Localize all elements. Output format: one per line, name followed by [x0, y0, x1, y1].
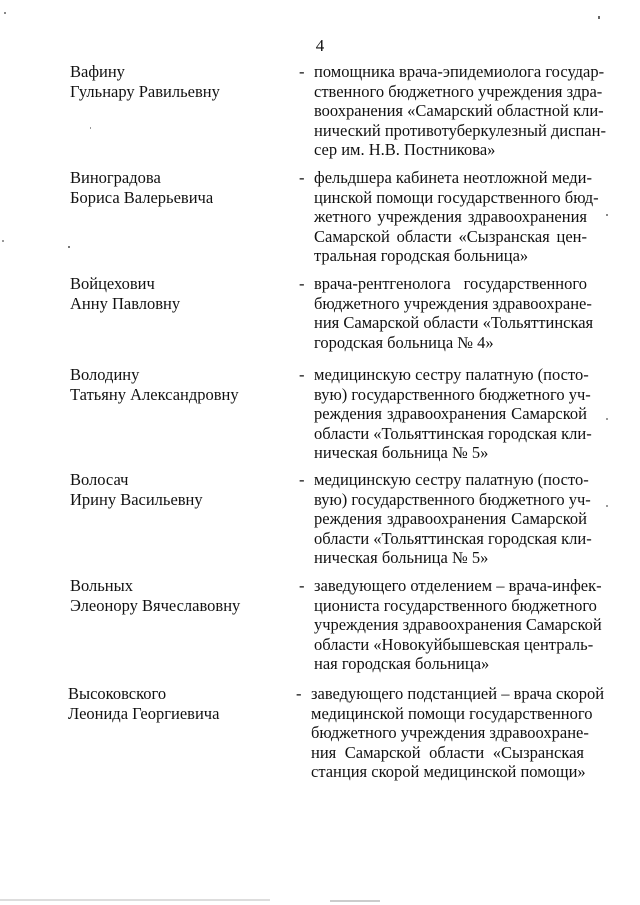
speck	[606, 505, 608, 507]
desc-line: ная городская больница»	[314, 654, 490, 674]
given-names: Татьяну Александровну	[70, 385, 239, 404]
desc-line: медицинскую сестру палатную (посто-	[314, 365, 589, 384]
position-description	[314, 62, 606, 160]
surname: Вольных	[70, 576, 133, 595]
dash-separator: -	[299, 274, 305, 293]
desc-line: области «Новокуйбышевская централь-	[314, 634, 594, 654]
desc-line: ния Самарской области «Тольяттинская	[314, 313, 594, 333]
speck	[598, 16, 600, 19]
surname: Высоковского	[68, 684, 167, 703]
surname: Виноградова	[70, 168, 161, 187]
given-names: Ирину Васильевну	[70, 490, 203, 509]
desc-line: вую) государственного бюджетного уч-	[314, 384, 591, 404]
surname: Войцехович	[70, 274, 155, 293]
desc-line: жетного учреждения здравоохранения	[314, 207, 587, 227]
given-names: Элеонору Вячеславовну	[70, 596, 241, 615]
desc-line: цинской помощи государственного бюд-	[314, 187, 599, 207]
desc-line: вую) государственного бюджетного уч-	[314, 489, 591, 509]
desc-line: тральная городская больница»	[314, 246, 529, 266]
desc-line: ническая больница № 5»	[314, 548, 489, 568]
desc-line: реждения здравоохранения Самарской	[314, 404, 587, 424]
given-names: Гульнару Равильевну	[70, 82, 220, 101]
desc-line: ственного бюджетного учреждения здра-	[314, 81, 603, 101]
desc-line: бюджетного учреждения здравоохране-	[314, 293, 592, 313]
dash-separator: -	[299, 168, 305, 187]
desc-line: ническая больница № 5»	[314, 443, 489, 463]
person-name	[70, 274, 290, 314]
person-name	[70, 470, 290, 510]
position-description	[314, 470, 592, 568]
speck	[606, 418, 608, 420]
desc-line: врача-рентгенолога государственного	[314, 274, 587, 293]
given-names: Бориса Валерьевича	[70, 188, 214, 207]
position-description	[314, 365, 592, 463]
desc-line: медицинской помощи государственного	[311, 703, 593, 723]
desc-line: медицинскую сестру палатную (посто-	[314, 470, 589, 489]
person-name	[70, 168, 290, 208]
desc-line: Самарской области «Сызранская цен-	[314, 226, 587, 246]
desc-line: заведующего отделением – врача-инфек-	[314, 576, 602, 595]
dash-separator: -	[299, 576, 305, 595]
speck	[68, 246, 70, 248]
desc-line: бюджетного учреждения здравоохране-	[311, 723, 589, 743]
scan-edge	[0, 896, 640, 905]
desc-line: реждения здравоохранения Самарской	[314, 509, 587, 529]
dash-separator: -	[299, 470, 305, 489]
speck	[4, 12, 6, 14]
desc-line: нический противотуберкулезный диспан-	[314, 120, 606, 140]
desc-line: городская больница № 4»	[314, 332, 494, 352]
position-description	[314, 168, 599, 266]
page-number: 4	[315, 36, 325, 55]
desc-line: заведующего подстанцией – врача скорой	[311, 684, 605, 703]
position-description	[311, 684, 605, 782]
desc-line: циониста государственного бюджетного	[314, 595, 597, 615]
person-name	[70, 62, 290, 102]
speck	[606, 214, 608, 216]
desc-line: области «Тольяттинская городская кли-	[314, 423, 592, 443]
surname: Вафину	[70, 62, 125, 81]
dash-separator: -	[296, 684, 302, 703]
surname: Володину	[70, 365, 140, 384]
given-names: Леонида Георгиевича	[68, 704, 220, 723]
position-description	[314, 274, 594, 352]
person-name	[70, 576, 290, 616]
desc-line: воохранения «Самарский областной кли-	[314, 101, 604, 121]
desc-line: сер им. Н.В. Постникова»	[314, 140, 496, 160]
person-name	[68, 684, 288, 724]
desc-line: станция скорой медицинской помощи»	[311, 762, 586, 782]
desc-line: области «Тольяттинская городская кли-	[314, 528, 592, 548]
given-names: Анну Павловну	[70, 294, 181, 313]
desc-line: фельдшера кабинета неотложной меди-	[314, 168, 592, 187]
position-description	[314, 576, 602, 674]
desc-line: учреждения здравоохранения Самарской	[314, 615, 602, 635]
dash-separator: -	[299, 365, 305, 384]
person-name	[70, 365, 290, 405]
desc-line: помощника врача-эпидемиолога государ-	[314, 62, 605, 81]
surname: Волосач	[70, 470, 129, 489]
dash-separator: -	[299, 62, 305, 81]
speck	[90, 127, 91, 129]
desc-line: ния Самарской области «Сызранская	[311, 742, 584, 762]
speck	[2, 240, 4, 242]
